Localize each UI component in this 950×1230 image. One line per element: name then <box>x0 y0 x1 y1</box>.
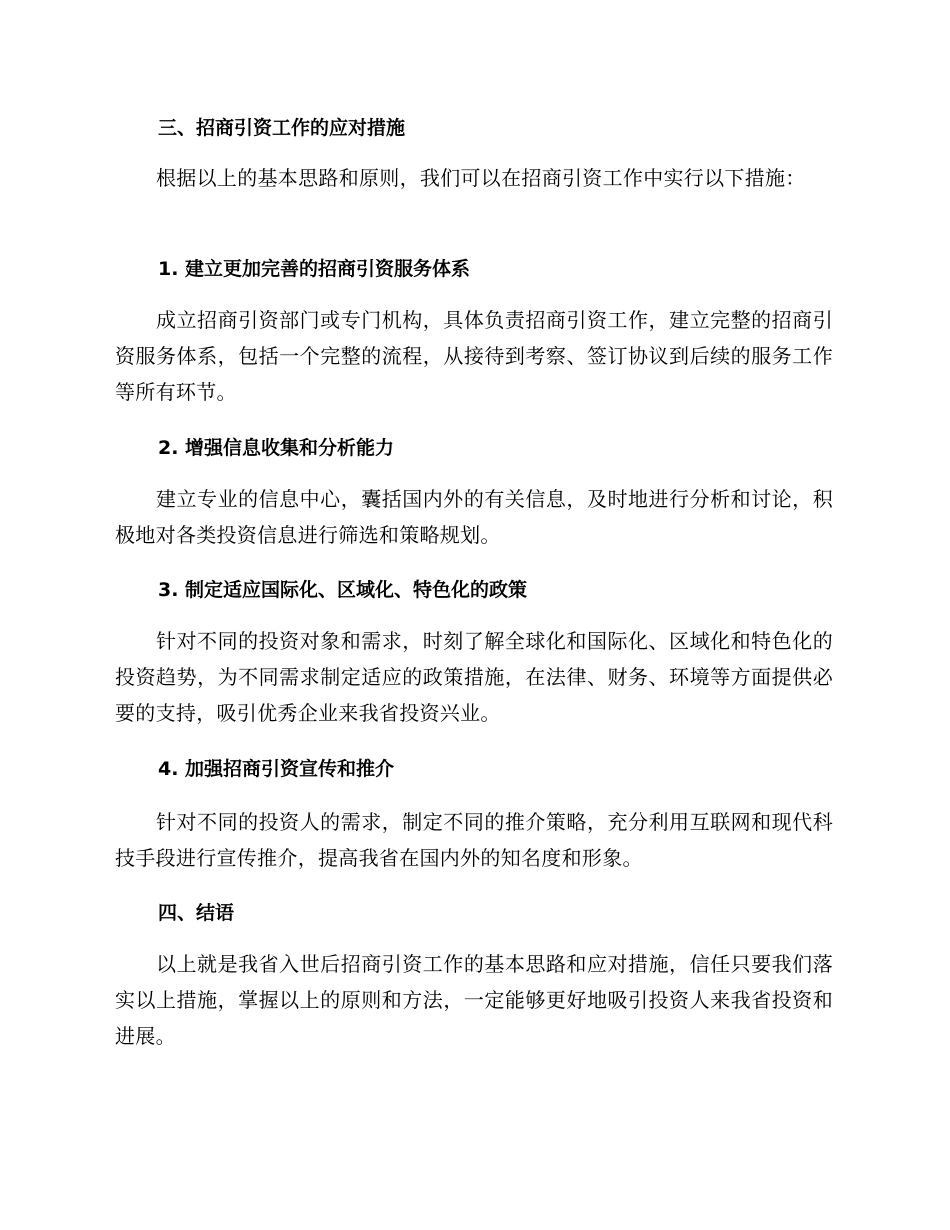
paragraph-information-analysis: 建立专业的信息中心，囊括国内外的有关信息，及时地进行分析和讨论，积极地对各类投资信息进行筛选和策略规划。 <box>115 487 833 547</box>
subheading-promotion: 4. 加强招商引资宣传和推介 <box>158 758 395 780</box>
paragraph-intro: 根据以上的基本思路和原则，我们可以在招商引资工作中实行以下措施： <box>156 166 806 190</box>
paragraph-conclusion: 以上就是我省入世后招商引资工作的基本思路和应对措施，信任只要我们落实以上措施，掌握以上的原则和方法，一定能够更好地吸引投资人来我省投资和进展。 <box>115 952 833 1048</box>
subheading-policy: 3. 制定适应国际化、区域化、特色化的政策 <box>158 579 528 601</box>
paragraph-promotion: 针对不同的投资人的需求，制定不同的推介策略，充分利用互联网和现代科技手段进行宣传推介，提高我省在国内外的知名度和形象。 <box>115 810 833 870</box>
section-heading-conclusion: 四、结语 <box>158 902 235 924</box>
paragraph-policy: 针对不同的投资对象和需求，时刻了解全球化和国际化、区域化和特色化的投资趋势，为不同需求制定适应的政策措施，在法律、财务、环境等方面提供必要的支持，吸引优秀企业来我省投资兴业。 <box>115 629 833 725</box>
subheading-service-system: 1. 建立更加完善的招商引资服务体系 <box>158 258 471 280</box>
subheading-information-analysis: 2. 增强信息收集和分析能力 <box>158 437 395 459</box>
paragraph-service-system: 成立招商引资部门或专门机构，具体负责招商引资工作，建立完整的招商引资服务体系，包括一个完整的流程，从接待到考察、签订协议到后续的服务工作等所有环节。 <box>115 308 833 404</box>
section-heading-countermeasures: 三、招商引资工作的应对措施 <box>158 117 406 139</box>
